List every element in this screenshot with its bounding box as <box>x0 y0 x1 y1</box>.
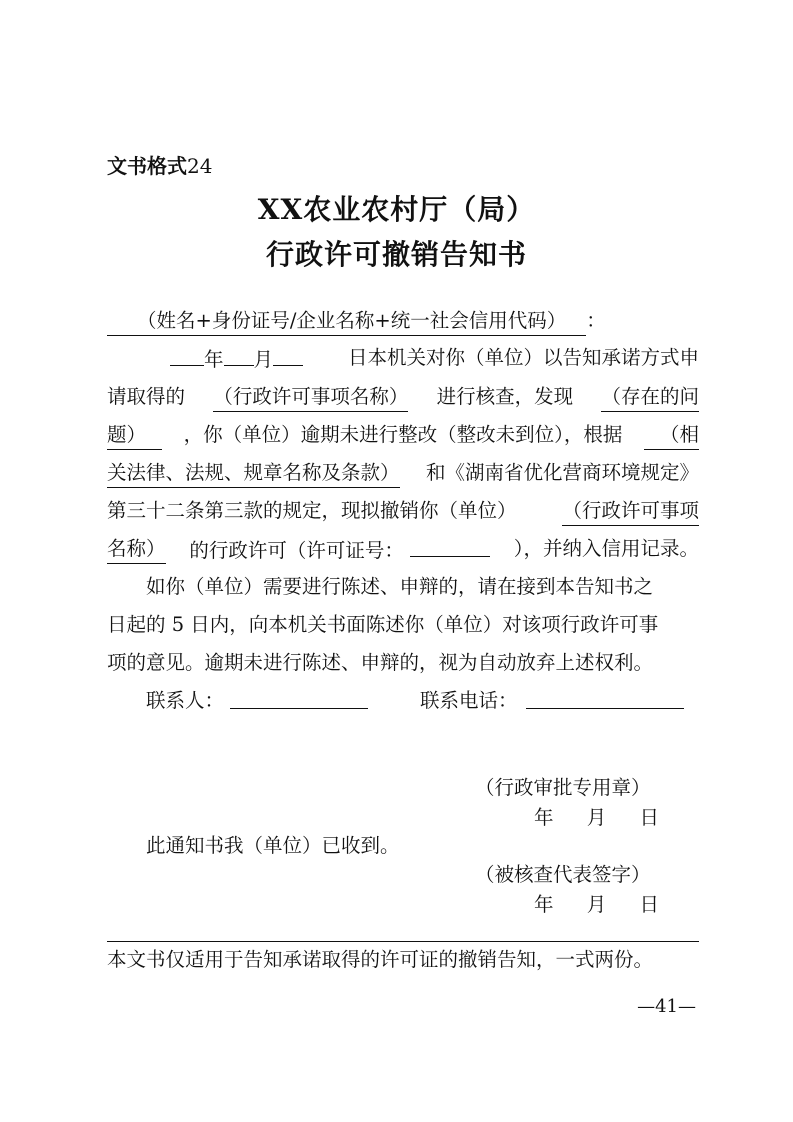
sign-label: （被核查代表签字） <box>475 863 651 886</box>
law-placeholder: （相 <box>644 420 699 450</box>
document-title-line2: 行政许可撤销告知书 <box>265 238 527 271</box>
contact-label: 联系人： <box>146 689 225 712</box>
body-text: 进行核查，发现 <box>436 385 574 408</box>
date-year: 年 <box>534 893 554 916</box>
contact-line <box>146 686 699 716</box>
document-format-label: 文书格式24 <box>107 154 213 178</box>
permit-item-placeholder-2-cont: 名称） <box>107 534 166 564</box>
body-text: 请取得的 <box>107 385 186 408</box>
phone-label: 联系电话： <box>420 689 518 712</box>
body-text: 和《湖南省优化营商环境规定》 <box>425 461 699 484</box>
footer-note: 本文书仅适用于告知承诺取得的许可证的撤销告知，一式两份。 <box>107 948 654 971</box>
permit-item-placeholder: （行政许可事项名称） <box>213 382 408 412</box>
recipient-colon: ： <box>586 309 606 332</box>
footer-divider <box>107 941 699 942</box>
body-line-1-text: 日本机关对你（单位）以告知承诺方式申 <box>347 346 699 369</box>
contact-blank <box>230 686 368 709</box>
permit-item-placeholder-2: （行政许可事项 <box>562 496 699 526</box>
issue-placeholder: （存在的问 <box>601 382 699 412</box>
law-placeholder-cont: 关法律、法规、规章名称及条款） <box>107 458 400 488</box>
date-day: 日 <box>639 806 659 829</box>
date-month: 月 <box>586 806 607 829</box>
recipient-line <box>107 306 699 336</box>
receipt-text: 此通知书我（单位）已收到。 <box>146 834 400 857</box>
date-month: 月 <box>586 893 607 916</box>
phone-blank <box>526 686 684 709</box>
body-line-6 <box>107 534 699 564</box>
day-blank <box>273 343 303 366</box>
body-text: ，你（单位）逾期未进行整改（整改未到位），根据 <box>183 423 623 446</box>
document-title-line1: XX农业农村厅（局） <box>257 193 536 226</box>
body-line-2 <box>107 382 699 412</box>
date-year: 年 <box>534 806 554 829</box>
seal-date <box>534 802 659 830</box>
month-text: 月 <box>253 348 274 371</box>
issue-placeholder-cont: 题） <box>107 420 162 450</box>
seal-label: （行政审批专用章） <box>475 776 651 799</box>
body-text: 第三十二条第三款的规定，现拟撤销你（单位） <box>107 499 517 522</box>
recipient-placeholder: （姓名+身份证号/企业名称+统一社会信用代码） <box>107 306 586 336</box>
body-line-5 <box>107 496 699 526</box>
sign-date <box>534 889 659 917</box>
month-blank <box>224 343 254 366</box>
page-number: —41— <box>637 996 696 1017</box>
date-day: 日 <box>639 893 659 916</box>
body-para2-line2: 日起的 5 日内，向本机关书面陈述你（单位）对该项行政许可事 <box>107 613 659 636</box>
body-para2-line3: 项的意见。逾期未进行陈述、申辩的，视为自动放弃上述权利。 <box>107 651 654 674</box>
year-blank <box>170 343 204 366</box>
body-line-3 <box>107 420 699 450</box>
body-line-4 <box>107 458 699 488</box>
license-number-blank <box>410 534 490 557</box>
body-text: ），并纳入信用记录。 <box>513 537 699 560</box>
body-text: 的行政许可（许可证号： <box>189 539 404 562</box>
body-line-1 <box>170 343 699 373</box>
body-para2-line1: 如你（单位）需要进行陈述、申辩的，请在接到本告知书之 <box>146 575 654 598</box>
year-text: 年 <box>204 348 224 371</box>
